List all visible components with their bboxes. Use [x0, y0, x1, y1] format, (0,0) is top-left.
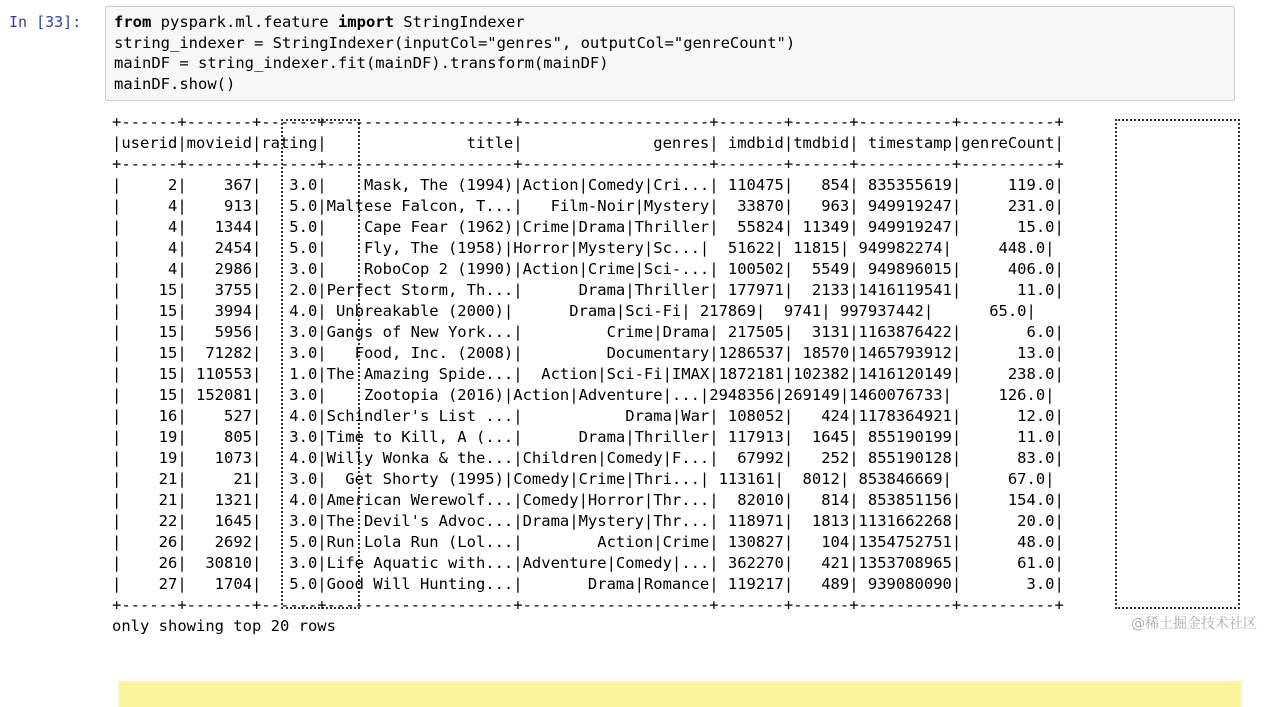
table-row: | 15| 71282| 3.0| Food, Inc. (2008)| Documentary|1286537| 18570|1465793912| 13.0| [112, 344, 1064, 362]
code-cell[interactable] [105, 6, 1235, 101]
table-row: | 4| 2986| 3.0| RoboCop 2 (1990)|Action|Crime|Sci-...| 100502| 5549| 949896015| 406.0| [112, 260, 1064, 278]
highlighted-row-background [119, 681, 1241, 707]
table-row: | 15| 5956| 3.0|Gangs of New York...| Crime|Drama| 217505| 3131|1163876422| 6.0| [112, 323, 1064, 341]
code-text: mainDF = string_indexer.fit(mainDF).transform(mainDF) [114, 54, 609, 72]
table-border: +------+-------+------+--------------------+--------------------+-------+------+----------+----------+ [112, 113, 1064, 131]
table-row: | 19| 805| 3.0|Time to Kill, A (...| Drama|Thriller| 117913| 1645| 855190199| 11.0| [112, 428, 1064, 446]
watermark: @稀土掘金技术社区 [1131, 616, 1257, 632]
table-row: | 4| 2454| 5.0| Fly, The (1958)|Horror|Mystery|Sc...| 51622| 11815| 949982274| 448.0| [112, 239, 1055, 257]
code-text: string_indexer = StringIndexer(inputCol="genres", outputCol="genreCount") [114, 33, 796, 52]
table-row: | 19| 1073| 4.0|Willy Wonka & the...|Children|Comedy|F...| 67992| 252| 855190128| 83.0| [112, 449, 1064, 467]
table-row: | 15| 3994| 4.0| Unbreakable (2000)| Drama|Sci-Fi| 217869| 9741| 997937442| 65.0| [112, 302, 1036, 320]
code-line [114, 12, 1226, 33]
code-text: mainDF.show() [114, 74, 236, 93]
keyword: import [337, 13, 394, 31]
cell-prompt: In [33]: [9, 13, 82, 31]
table-border: +------+-------+------+--------------------+--------------------+-------+------+----------+----------+ [112, 596, 1064, 614]
code-text: pyspark.ml.feature [151, 13, 338, 31]
table-row: | 26| 2692| 5.0|Run Lola Run (Lol...| Action|Crime| 130827| 104|1354752751| 48.0| [112, 533, 1064, 551]
table-row: | 15| 110553| 1.0|The Amazing Spide...| Action|Sci-Fi|IMAX|1872181|102382|1416120149| 238.0| [112, 365, 1064, 383]
code-line [114, 53, 1226, 74]
table-row: | 16| 527| 4.0|Schindler's List ...| Drama|War| 108052| 424|1178364921| 12.0| [112, 407, 1064, 425]
table-row: | 27| 1704| 5.0|Good Will Hunting...| Drama|Romance| 119217| 489| 939080090| 3.0| [112, 575, 1064, 593]
table-row: | 4| 913| 5.0|Maltese Falcon, T...| Film-Noir|Mystery| 33870| 963| 949919247| 231.0| [112, 197, 1064, 215]
table-row: | 26| 30810| 3.0|Life Aquatic with...|Adventure|Comedy|...| 362270| 421|1353708965| 61.0| [112, 554, 1064, 572]
code-text: StringIndexer [393, 13, 525, 31]
table-row: | 15| 3755| 2.0|Perfect Storm, Th...| Drama|Thriller| 177971| 2133|1416119541| 11.0| [112, 281, 1064, 299]
table-border: +------+-------+------+--------------------+--------------------+-------+------+----------+----------+ [112, 155, 1064, 173]
table-row: | 21| 1321| 4.0|American Werewolf...|Comedy|Horror|Thr...| 82010| 814| 853851156| 154.0| [112, 491, 1064, 509]
output-footer: only showing top 20 rows [112, 617, 336, 635]
keyword: from [114, 13, 152, 31]
table-header: |userid|movieid|rating| title| genres| imdbid|tmdbid| timestamp|genreCount| [112, 134, 1064, 152]
cell-output [112, 112, 1242, 635]
table-row: | 4| 1344| 5.0| Cape Fear (1962)|Crime|Drama|Thriller| 55824| 11349| 949919247| 15.0| [112, 218, 1064, 236]
table-row: | 2| 367| 3.0| Mask, The (1994)|Action|Comedy|Cri...| 110475| 854| 835355619| 119.0| [112, 176, 1064, 194]
code-line [114, 33, 1226, 54]
table-row: | 21| 21| 3.0| Get Shorty (1995)|Comedy|Crime|Thri...| 113161| 8012| 853846669| 67.0| [112, 470, 1055, 488]
code-line [114, 74, 1226, 95]
table-row: | 15| 152081| 3.0| Zootopia (2016)|Action|Adventure|...|2948356|269149|1460076733| 126.0| [112, 386, 1055, 404]
table-row: | 22| 1645| 3.0|The Devil's Advoc...|Drama|Mystery|Thr...| 118971| 1813|1131662268| 20.0| [112, 512, 1064, 530]
